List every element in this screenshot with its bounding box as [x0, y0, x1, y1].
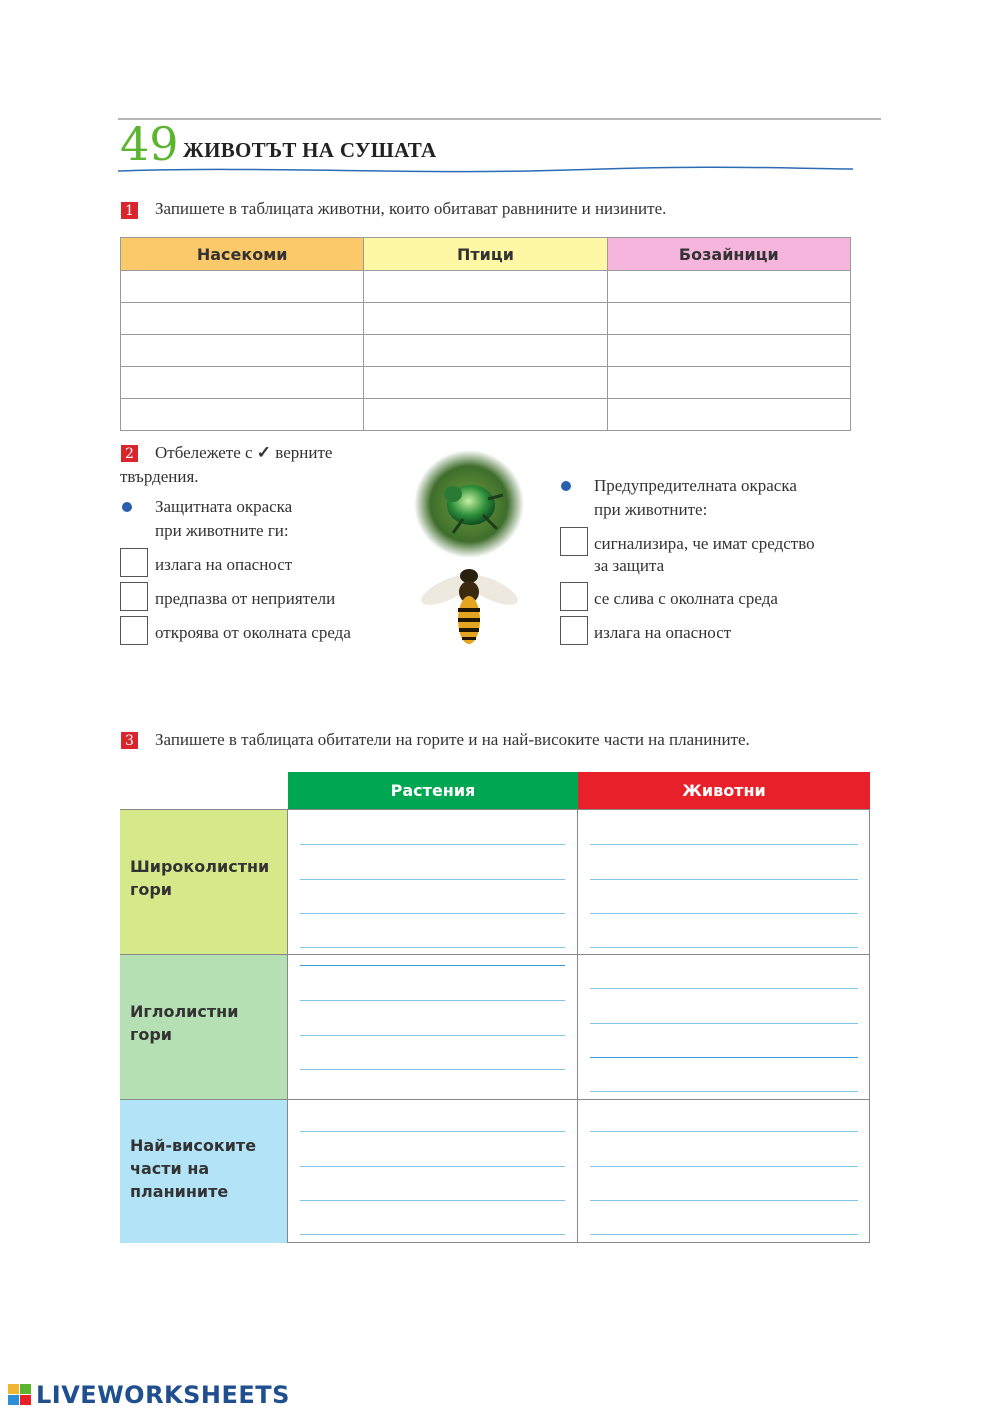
option-right-3: излага на опасност — [594, 623, 732, 642]
answer-cell-highlands-animals[interactable] — [578, 1099, 870, 1243]
bullet-icon — [122, 502, 132, 512]
lesson-number: 49 — [120, 117, 179, 171]
answer-cell-coniferous-plants[interactable] — [288, 954, 578, 1099]
answer-cell[interactable] — [121, 335, 364, 367]
task1-marker: 1 — [121, 202, 138, 219]
checkmark-icon: ✓ — [256, 443, 272, 462]
column-birds: Птици — [364, 238, 607, 271]
answer-cell[interactable] — [121, 367, 364, 399]
task2-instruction-part1: Отбележете с — [155, 443, 253, 462]
checkbox-right-3[interactable] — [560, 616, 588, 645]
row-label-line: Най-високите — [130, 1136, 257, 1155]
row-label-line: Иглолистни — [130, 1002, 239, 1021]
bullet-icon — [561, 481, 571, 491]
wasp-photo — [417, 560, 522, 655]
answer-cell-highlands-plants[interactable] — [288, 1099, 578, 1243]
option-left-1: излага на опасност — [155, 555, 293, 574]
answer-cell[interactable] — [364, 367, 607, 399]
column-animals: Животни — [578, 772, 870, 809]
task3-instruction: Запишете в таблицата обитатели на горите и на най-високите части на планините. — [155, 730, 750, 749]
column-insects: Насекоми — [121, 238, 364, 271]
row-label-highlands — [120, 1099, 288, 1243]
table-row — [121, 335, 851, 367]
answer-cell[interactable] — [607, 303, 850, 335]
answer-cell[interactable] — [607, 399, 850, 431]
checkbox-left-2[interactable] — [120, 582, 148, 611]
habitats-table — [120, 772, 871, 1243]
row-label-line: гори — [130, 880, 173, 899]
checkbox-right-1[interactable] — [560, 527, 588, 556]
row-label-line: части на — [130, 1159, 210, 1178]
table-row — [121, 271, 851, 303]
column-plants: Растения — [288, 772, 578, 809]
checkbox-left-1[interactable] — [120, 548, 148, 577]
answer-cell[interactable] — [121, 303, 364, 335]
answer-cell-deciduous-animals[interactable] — [578, 809, 870, 954]
row-label-coniferous — [120, 954, 288, 1099]
answer-cell[interactable] — [364, 271, 607, 303]
task2-instruction-part2: верните — [275, 443, 333, 462]
answer-cell[interactable] — [607, 271, 850, 303]
warning-color-title-line1: Предупредителната окраска — [594, 476, 797, 495]
option-right-1-line2: за защита — [594, 556, 665, 575]
checkbox-right-2[interactable] — [560, 582, 588, 611]
task2-instruction-line2: твърдения. — [120, 467, 199, 486]
protective-color-title-line2: при животните ги: — [155, 521, 289, 540]
option-right-2: се слива с околната среда — [594, 589, 778, 608]
task2-marker: 2 — [121, 445, 138, 462]
task2-instruction — [155, 442, 332, 464]
row-label-line: Широколистни — [130, 857, 270, 876]
answer-cell-deciduous-plants[interactable] — [288, 809, 578, 954]
table-row — [121, 367, 851, 399]
option-left-3: откроява от околната среда — [155, 623, 351, 642]
logo-icon — [8, 1384, 32, 1406]
page-title: ЖИВОТЪТ НА СУШАТА — [183, 138, 437, 162]
answer-cell[interactable] — [364, 399, 607, 431]
beetle-photo — [413, 449, 525, 559]
footer-logo[interactable]: LIVEWORKSHEETS — [36, 1381, 290, 1409]
answer-cell-coniferous-animals[interactable] — [578, 954, 870, 1099]
answer-cell[interactable] — [121, 399, 364, 431]
answer-cell[interactable] — [364, 303, 607, 335]
table-row — [121, 303, 851, 335]
answer-cell[interactable] — [607, 367, 850, 399]
answer-cell[interactable] — [364, 335, 607, 367]
option-left-2: предпазва от неприятели — [155, 589, 336, 608]
option-right-1-line1: сигнализира, че имат средство — [594, 534, 815, 553]
checkbox-left-3[interactable] — [120, 616, 148, 645]
top-rule — [118, 118, 881, 120]
task1-instruction: Запишете в таблицата животни, които обитават равнините и низините. — [155, 199, 667, 218]
warning-color-title-line2: при животните: — [594, 500, 708, 519]
answer-cell[interactable] — [121, 271, 364, 303]
row-label-line: планините — [130, 1182, 229, 1201]
title-underline-wave — [118, 164, 853, 176]
task3-marker: 3 — [121, 732, 138, 749]
column-mammals: Бозайници — [607, 238, 850, 271]
table-row — [121, 399, 851, 431]
animals-table — [120, 237, 851, 431]
protective-color-title-line1: Защитната окраска — [155, 497, 293, 516]
row-label-line: гори — [130, 1025, 173, 1044]
row-label-deciduous — [120, 809, 288, 954]
answer-cell[interactable] — [607, 335, 850, 367]
